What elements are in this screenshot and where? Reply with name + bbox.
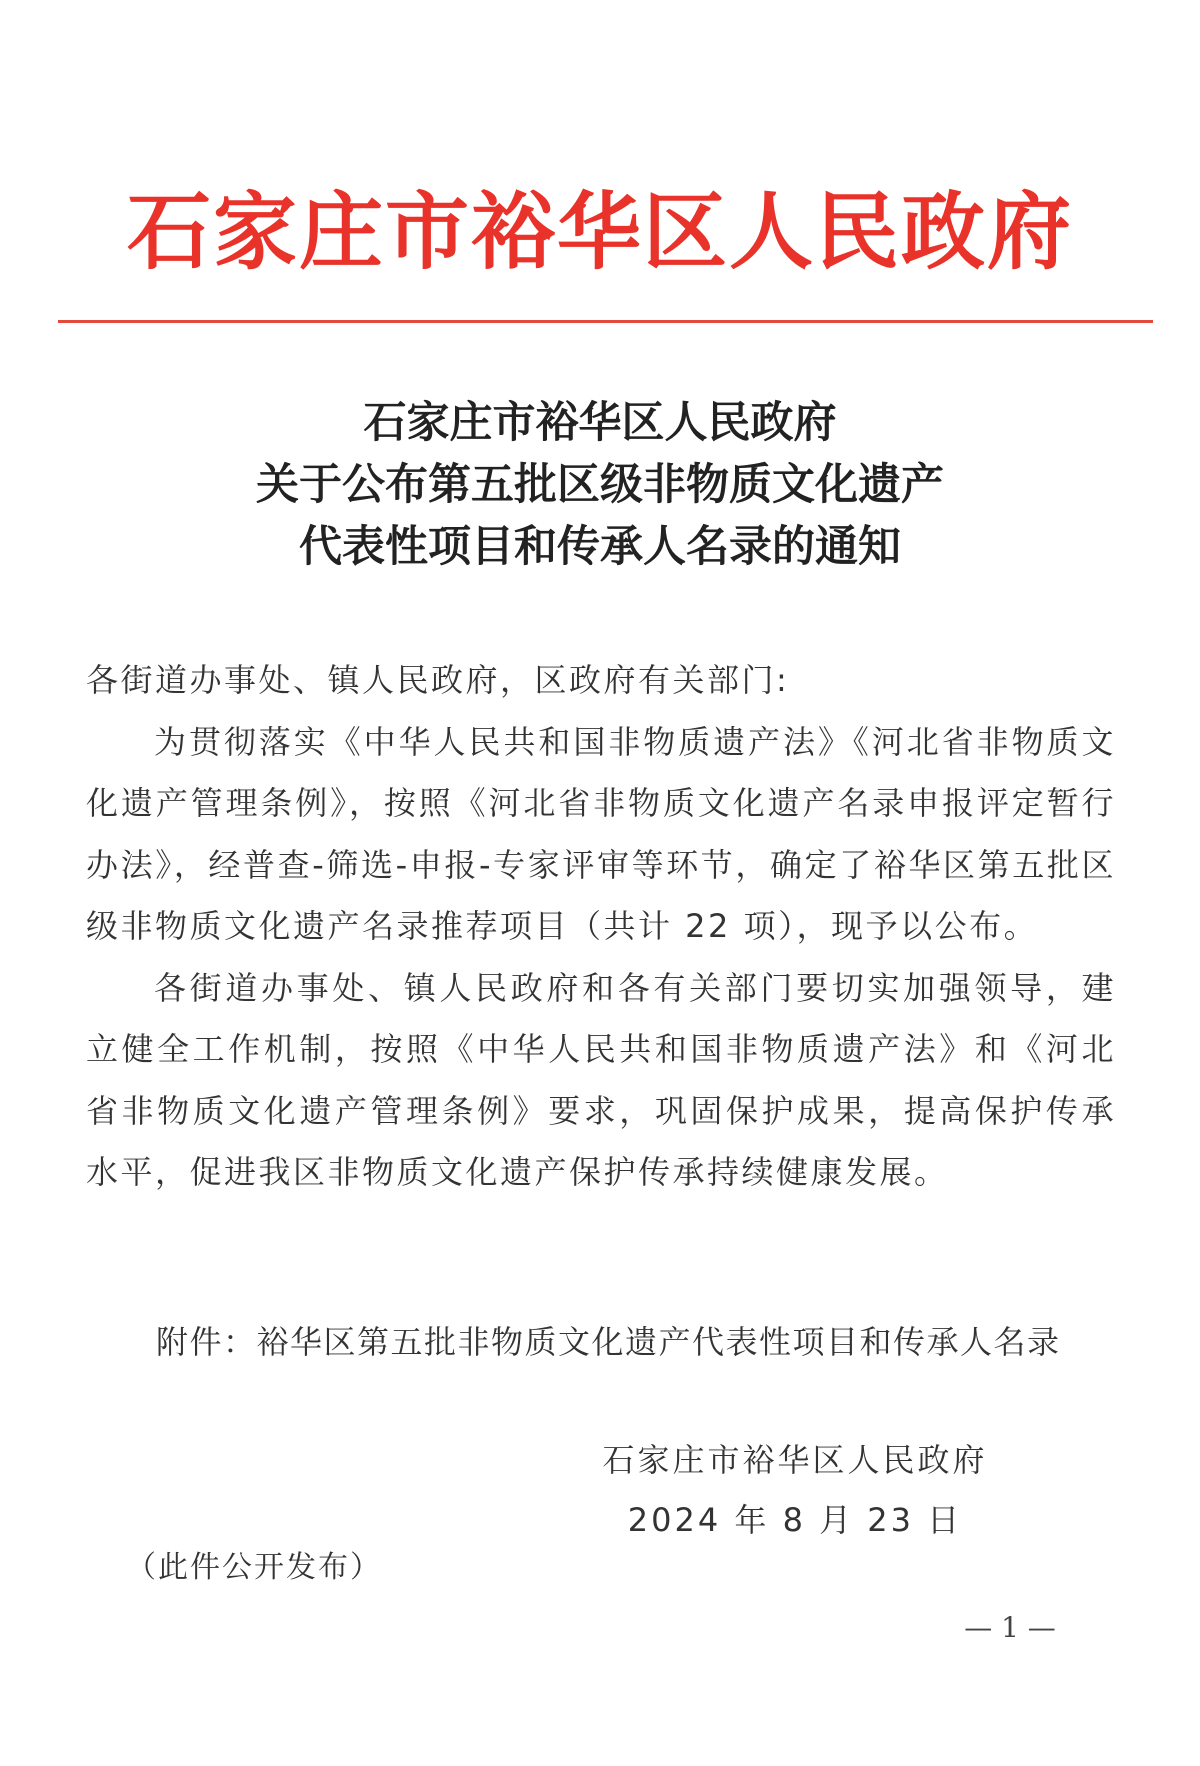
signature-date: 2024 年 8 月 23 日	[627, 1501, 963, 1539]
salutation: 各街道办事处、镇人民政府，区政府有关部门:	[86, 661, 790, 699]
title-line-3: 代表性项目和传承人名录的通知	[299, 522, 901, 572]
signature-organization: 石家庄市裕华区人民政府	[602, 1441, 988, 1479]
title-line-1: 石家庄市裕华区人民政府	[363, 398, 837, 448]
body-paragraph-2: 各街道办事处、镇人民政府和各有关部门要切实加强领导，建立健全工作机制，按照《中华人民共和国非物质遗产法》和《河北省非物质文化遗产管理条例》要求，巩固保护成果，提高保护传承水平，促进我区非物质文化遗产保护传承持续健康发展。	[86, 968, 1116, 1191]
page-number: — 1 —	[964, 1611, 1056, 1644]
attachment-note: 附件：裕华区第五批非物质文化遗产代表性项目和传承人名录	[156, 1323, 1061, 1361]
red-divider-line	[58, 320, 1153, 323]
document-body	[86, 650, 1116, 1204]
document-title	[0, 392, 1200, 578]
publication-note: （此件公开发布）	[126, 1550, 382, 1585]
title-line-2: 关于公布第五批区级非物质文化遗产	[256, 460, 944, 510]
red-letterhead-title: 石家庄市裕华区人民政府	[126, 182, 1073, 281]
body-paragraph-1: 为贯彻落实《中华人民共和国非物质遗产法》《河北省非物质文化遗产管理条例》，按照《河北省非物质文化遗产名录申报评定暂行办法》，经普查-筛选-申报-专家评审等环节，确定了裕华区第五批区级非物质文化遗产名录推荐项目（共计 22 项），现予以公布。	[86, 722, 1116, 945]
